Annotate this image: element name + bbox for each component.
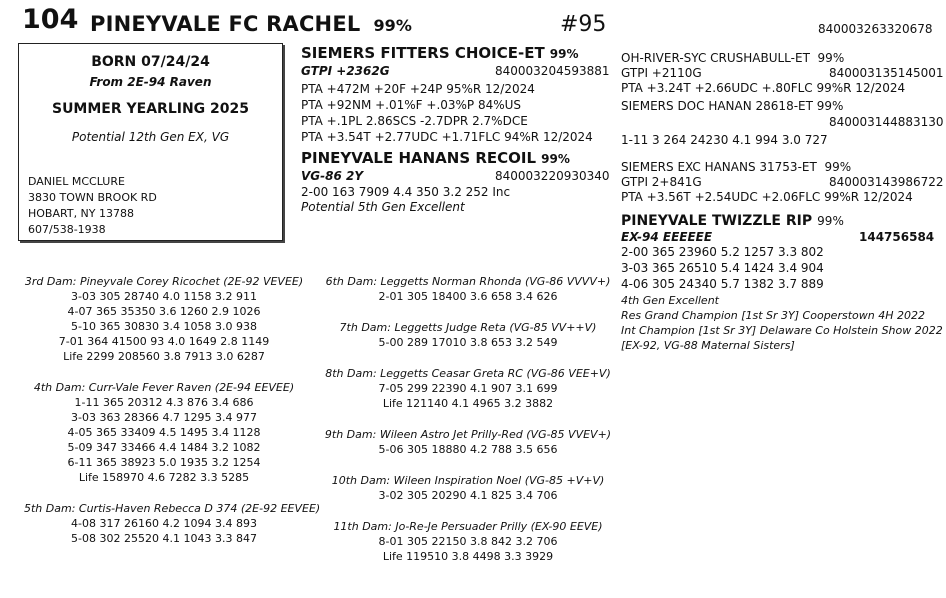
animal-pct: 99% <box>373 16 412 35</box>
dam-name: PINEYVALE HANANS RECOIL <box>301 149 537 167</box>
sire-name: SIEMERS FITTERS CHOICE-ET <box>301 44 545 62</box>
pedigree-mid <box>318 274 618 564</box>
dam-dam-records: 2-00 365 23960 5.2 1257 3.3 802 3-03 365 26510 5.4 1424 3.4 904 4-06 305 24340 5.7 1382 3.7 889 <box>621 245 824 291</box>
dam-score: VG-86 2Y <box>301 169 364 183</box>
sire-pta: PTA +472M +20F +24P 95%R 12/2024 PTA +92NM +.01%F +.03%P 84%US PTA +.1PL 2.86SCS -2.7DPR 2.7%DCE PTA +3.54T +2.77UDC +1.71FLC 94%R 12/2024 <box>301 82 593 144</box>
dam-dam-id: 144756584 <box>859 230 935 244</box>
sire-id: 840003204593881 <box>495 64 610 78</box>
dam-4-entry: 4th Dam: Curr-Vale Fever Raven (2E-94 EEVEE) 1-11 365 20312 4.3 876 3.4 686 3-03 363 28366 4.7 1295 3.4 977 4-05 365 33409 4.5 1495 3.4 1128 5-09 347 33466 4.4 1484 3.2 1082 6-11 365 38923 5.0 1935 3.2 1254 Life 158970 4.6 7282 3.3 5285 <box>33 381 295 484</box>
potential-label: Potential 12th Gen EX, VG <box>71 130 230 144</box>
lot-number: 104 <box>22 4 79 35</box>
dam-9-entry: 9th Dam: Wileen Astro Jet Prilly-Red (VG-85 VVEV+) 5-06 305 18880 4.2 788 3.5 656 <box>324 428 612 456</box>
sire-gtpi: GTPI +2362G <box>301 64 390 78</box>
dam-dam-name: PINEYVALE TWIZZLE RIP <box>621 213 813 229</box>
dam-dam-score: EX-94 EEEEEE <box>621 230 713 244</box>
sire-block: SIEMERS FITTERS CHOICE-ET 99% GTPI +2362G 840003204593881 PTA +472M +20F +24P 95%R 12/2024 PTA +92NM +.01%F +.03%P 84%US PTA +.1PL 2.86SCS -2.7DPR 2.7%DCE PTA +3.54T +2.77UDC +1.71FLC 94%R 12/2024 <box>301 44 610 144</box>
dam-5-entry: 5th Dam: Curtis-Haven Rebecca D 374 (2E-92 EEVEE) 4-08 317 26160 4.2 1094 3.4 893 5-08 302 25520 4.1 1043 3.3 847 <box>24 502 321 545</box>
animal-id: 840003263320678 <box>818 22 933 36</box>
dam-potential: Potential 5th Gen Excellent <box>301 200 465 214</box>
from-sire: From 2E-94 Raven <box>89 75 212 89</box>
sire-sire-block: OH-RIVER-SYC CRUSHABULL-ET 99% GTPI +2110G 840003135145001 PTA +3.24T +2.66UDC +.80FLC 99%R 12/2024 <box>621 51 944 95</box>
info-box <box>18 43 283 241</box>
sire-dam-block: SIEMERS DOC HANAN 28618-ET 99% 840003144883130 1-11 3 264 24230 4.1 994 3.0 727 <box>621 99 944 147</box>
dam-10-entry: 10th Dam: Wileen Inspiration Noel (VG-85 +V+V) 3-02 305 20290 4.1 825 3.4 706 <box>331 474 605 502</box>
dam-sire-name: SIEMERS EXC HANANS 31753-ET <box>621 160 817 174</box>
dam-sire-block: SIEMERS EXC HANANS 31753-ET 99% GTPI 2+841G 840003143986722 PTA +3.56T +2.54UDC +2.06FLC 99%R 12/2024 <box>621 160 944 204</box>
dam-3-entry: 3rd Dam: Pineyvale Corey Ricochet (2E-92 VEVEE) 3-03 305 28740 4.0 1158 3.2 911 4-07 365 35350 3.6 1260 2.9 1026 5-10 365 30830 3.4 1058 3.0 938 7-01 364 41500 93 4.0 1649 2.8 1149 Life 2299 208560 3.8 7913 3.0 6287 <box>24 275 304 363</box>
sire-sire-name: OH-RIVER-SYC CRUSHABULL-ET <box>621 51 810 65</box>
dam-7-entry: 7th Dam: Leggetts Judge Reta (VG-85 VV++V) 5-00 289 17010 3.8 653 3.2 549 <box>339 321 597 349</box>
animal-name: PINEYVALE FC RACHEL 99% <box>90 12 412 36</box>
pedigree-left <box>24 274 321 546</box>
sire-dam-name: SIEMERS DOC HANAN 28618-ET 99% <box>621 99 844 113</box>
dam-record: 2-00 163 7909 4.4 350 3.2 252 Inc <box>301 185 511 199</box>
dam-dam-notes: 4th Gen Excellent Res Grand Champion [1st Sr 3Y] Cooperstown 4H 2022 Int Champion [1st Sr 3Y] Delaware Co Holstein Show 2022 [EX-92, VG-88 Maternal Sisters] <box>621 294 943 352</box>
dam-id: 840003220930340 <box>495 169 610 183</box>
class-label: SUMMER YEARLING 2025 <box>51 101 250 117</box>
dam-11-entry: 11th Dam: Jo-Re-Je Persuader Prilly (EX-90 EEVE) 8-01 305 22150 3.8 842 3.2 706 Life 119510 3.8 4498 3.3 3929 <box>333 520 603 563</box>
dam-6-entry: 6th Dam: Leggetts Norman Rhonda (VG-86 VVVV+) 2-01 305 18400 3.6 658 3.4 626 <box>325 275 611 303</box>
dam-dam-block: PINEYVALE TWIZZLE RIP 99% EX-94 EEEEEE 144756584 2-00 365 23960 5.2 1257 3.3 802 3-03 365 26510 5.4 1424 3.4 904 4-06 305 24340 5.7 1382 3.7 889 4th Gen Excellent Res Grand Champion [1st Sr 3Y] Cooperstown 4H 2022 Int Champion [1st Sr 3Y] Delaware Co Holstein Show 2022 [EX-92, VG-88 Maternal Sisters] <box>621 213 943 352</box>
born-date: BORN 07/24/24 <box>91 54 210 70</box>
catalog-number: #95 <box>560 12 607 37</box>
dam-8-entry: 8th Dam: Leggetts Ceasar Greta RC (VG-86 VEE+V) 7-05 299 22390 4.1 907 3.1 699 Life 121140 4.1 4965 3.2 3882 <box>325 367 611 410</box>
dam-block: PINEYVALE HANANS RECOIL 99% VG-86 2Y 840003220930340 2-00 163 7909 4.4 350 3.2 252 Inc Potential 5th Gen Excellent <box>301 149 610 214</box>
owner-address: DANIEL MCCLURE 3830 TOWN BROOK RD HOBART, NY 13788 607/538-1938 <box>28 175 157 236</box>
